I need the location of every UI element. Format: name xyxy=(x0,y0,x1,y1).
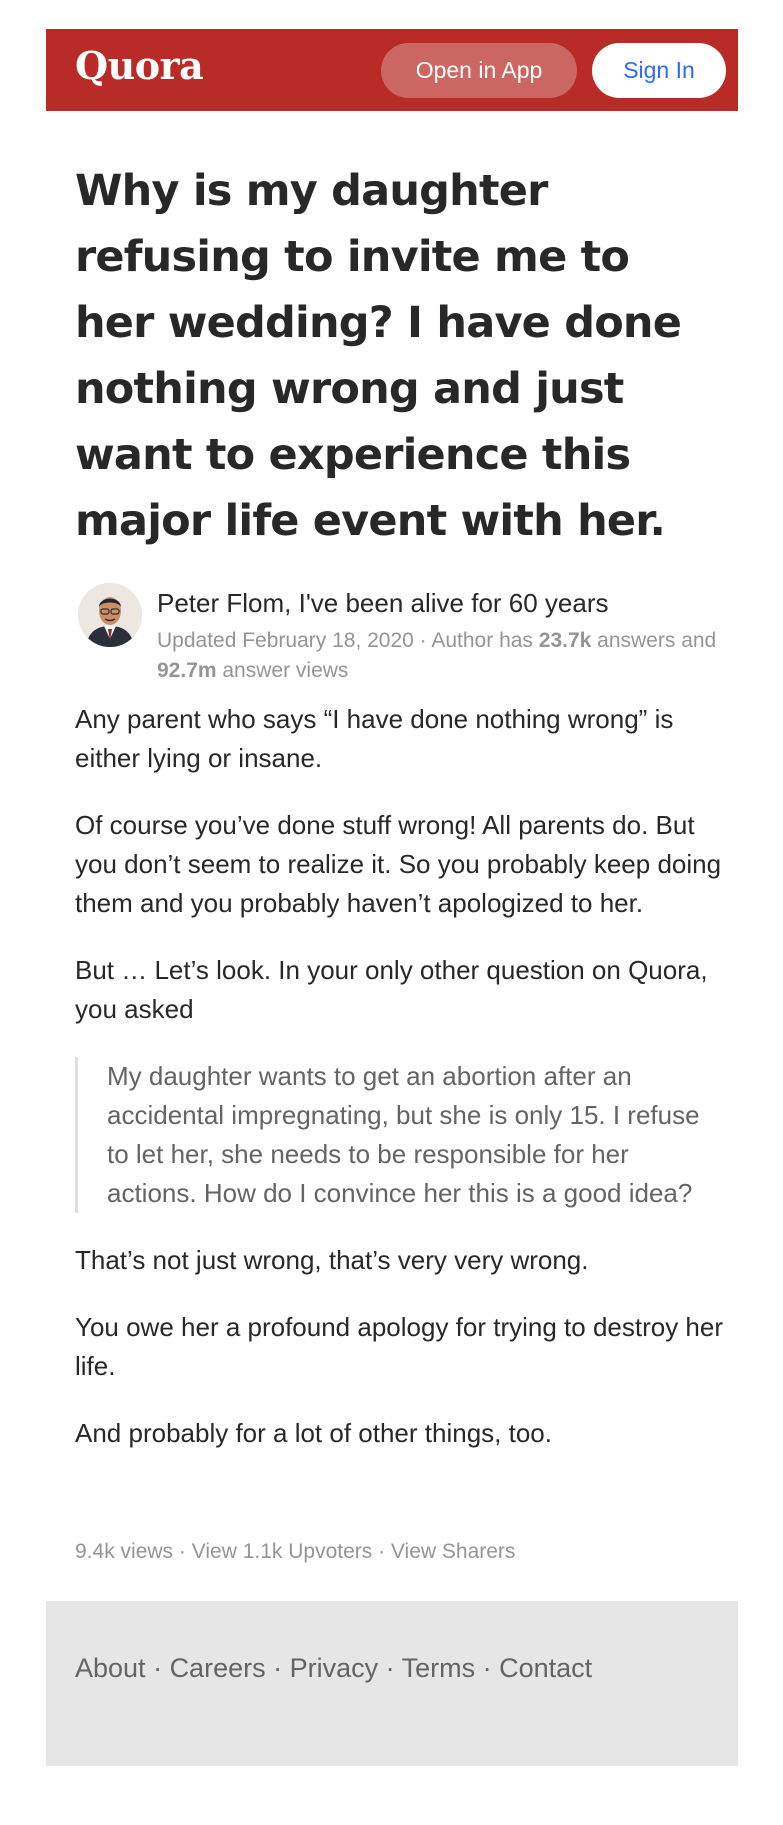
author-has-label: Author has xyxy=(431,629,539,652)
stats-separator: · xyxy=(372,1540,391,1563)
footer xyxy=(46,1601,738,1766)
footer-link-privacy[interactable]: Privacy xyxy=(289,1653,379,1683)
footer-separator: · xyxy=(378,1653,402,1683)
author-meta xyxy=(157,626,717,686)
sign-in-button[interactable]: Sign In xyxy=(592,43,726,98)
author-credential[interactable]: Peter Flom, I've been alive for 60 years xyxy=(157,588,609,618)
question-title[interactable]: Why is my daughter refusing to invite me to her wedding? I have done nothing wrong and just want to experience this major life event with her. xyxy=(75,166,682,546)
header-bar xyxy=(46,29,738,111)
view-sharers-link[interactable]: View Sharers xyxy=(390,1540,516,1563)
views-count: 9.4k views xyxy=(75,1540,174,1563)
answers-count: 23.7k xyxy=(538,629,592,652)
answer-paragraph: That’s not just wrong, that’s very very wrong. xyxy=(75,1245,589,1275)
footer-separator: · xyxy=(145,1653,170,1683)
footer-link-careers[interactable]: Careers xyxy=(169,1653,266,1683)
footer-link-about[interactable]: About xyxy=(75,1653,146,1683)
footer-links xyxy=(75,1653,592,1684)
blockquote: My daughter wants to get an abortion after an accidental impregnating, but she is only 15. I refuse to let her, she needs to be responsible for her actions. How do I convince her this is a good idea? xyxy=(75,1057,725,1213)
footer-separator: · xyxy=(265,1653,290,1683)
open-in-app-button[interactable]: Open in App xyxy=(381,43,577,98)
footer-link-contact[interactable]: Contact xyxy=(499,1653,593,1683)
answer-paragraph: But … Let’s look. In your only other question on Quora, you asked xyxy=(75,955,708,1024)
meta-separator: · xyxy=(413,629,432,652)
footer-link-terms[interactable]: Terms xyxy=(401,1653,476,1683)
answer-views-count: 92.7m xyxy=(157,659,217,682)
answer-views-label: answer views xyxy=(216,659,349,682)
answer-paragraph: You owe her a profound apology for trying to destroy her life. xyxy=(75,1312,724,1381)
person-icon xyxy=(78,583,142,647)
footer-separator: · xyxy=(475,1653,500,1683)
view-upvoters-link[interactable]: View 1.1k Upvoters xyxy=(191,1540,373,1563)
updated-date[interactable]: Updated February 18, 2020 xyxy=(157,629,414,652)
answer-paragraph: Any parent who says “I have done nothing wrong” is either lying or insane. xyxy=(75,704,674,773)
stats-separator: · xyxy=(173,1540,192,1563)
answer-stats xyxy=(75,1540,515,1564)
answers-and-label: answers and xyxy=(591,629,717,652)
answer-paragraph: And probably for a lot of other things, too. xyxy=(75,1418,552,1448)
author-avatar[interactable] xyxy=(78,583,142,647)
answer-paragraph: Of course you’ve done stuff wrong! All parents do. But you don’t seem to realize it. So you probably keep doing them and you probably haven’t apologized to her. xyxy=(75,810,722,918)
answer-body xyxy=(75,700,725,1481)
quora-logo[interactable]: Quora xyxy=(75,43,204,88)
